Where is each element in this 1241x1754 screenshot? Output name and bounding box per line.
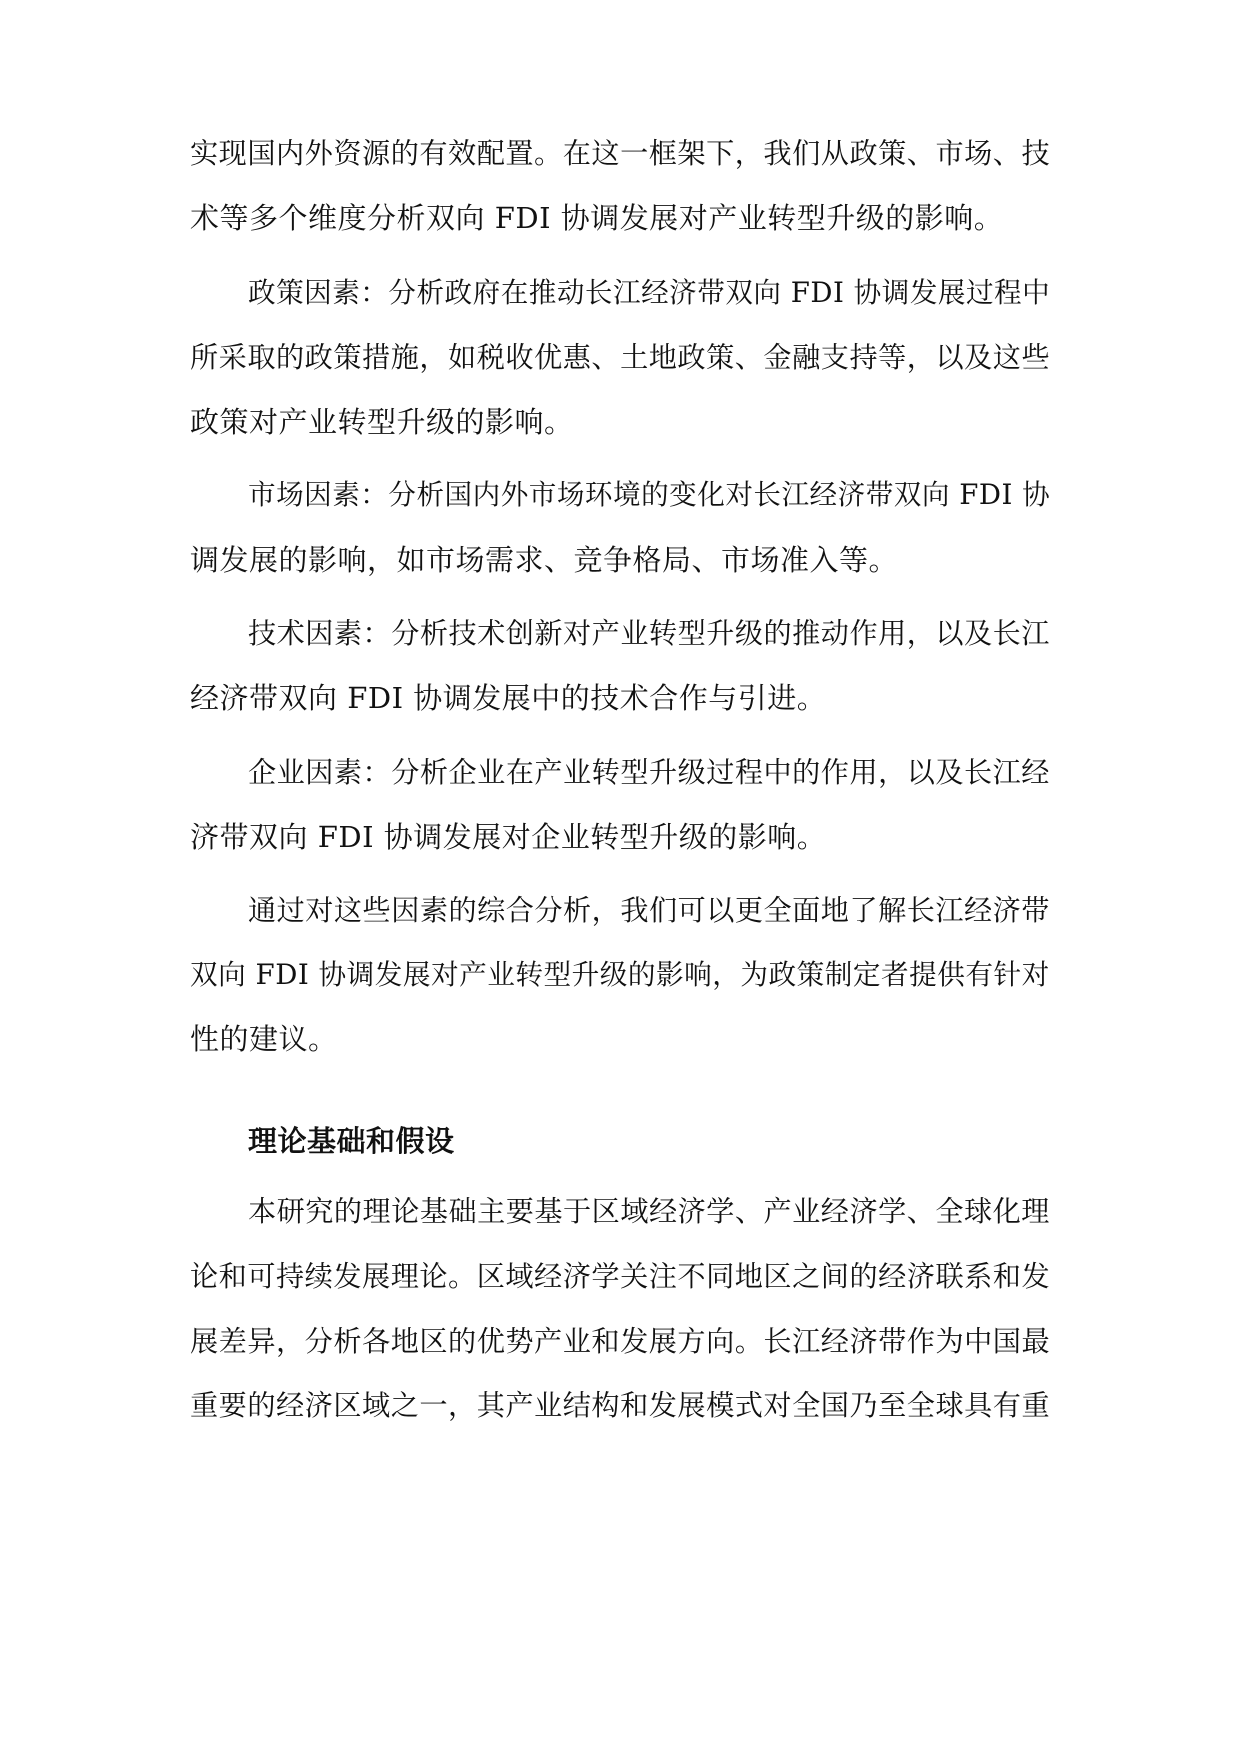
paragraph-line: 双向 FDI 协调发展对产业转型升级的影响，为政策制定者提供有针对 — [190, 958, 1050, 991]
paragraph-line: 性的建议。 — [190, 1022, 338, 1056]
paragraph-line: 政策对产业转型升级的影响。 — [190, 405, 574, 439]
paragraph-line: 经济带双向 FDI 协调发展中的技术合作与引进。 — [190, 681, 827, 715]
paragraph-line: 市场因素：分析国内外市场环境的变化对长江经济带双向 FDI 协 — [248, 478, 1051, 511]
paragraph-line: 论和可持续发展理论。区域经济学关注不同地区之间的经济联系和发 — [190, 1260, 1051, 1293]
paragraph-line: 济带双向 FDI 协调发展对企业转型升级的影响。 — [190, 820, 827, 854]
paragraph-line: 调发展的影响，如市场需求、竞争格局、市场准入等。 — [190, 543, 899, 577]
paragraph-line: 术等多个维度分析双向 FDI 协调发展对产业转型升级的影响。 — [190, 201, 1004, 235]
paragraph-line: 实现国内外资源的有效配置。在这一框架下，我们从政策、市场、技 — [190, 137, 1051, 170]
paragraph-line: 所采取的政策措施，如税收优惠、土地政策、金融支持等，以及这些 — [190, 341, 1051, 374]
section-heading: 理论基础和假设 — [248, 1124, 455, 1158]
paragraph-line: 企业因素：分析企业在产业转型升级过程中的作用，以及长江经 — [248, 756, 1050, 789]
paragraph-line: 政策因素：分析政府在推动长江经济带双向 FDI 协调发展过程中 — [248, 276, 1051, 309]
paragraph-line: 通过对这些因素的综合分析，我们可以更全面地了解长江经济带 — [248, 894, 1050, 927]
paragraph-line: 重要的经济区域之一，其产业结构和发展模式对全国乃至全球具有重 — [190, 1389, 1051, 1422]
paragraph-line: 技术因素：分析技术创新对产业转型升级的推动作用，以及长江 — [248, 617, 1050, 650]
paragraph-line: 本研究的理论基础主要基于区域经济学、产业经济学、全球化理 — [248, 1195, 1050, 1228]
paragraph-line: 展差异，分析各地区的优势产业和发展方向。长江经济带作为中国最 — [190, 1325, 1051, 1358]
